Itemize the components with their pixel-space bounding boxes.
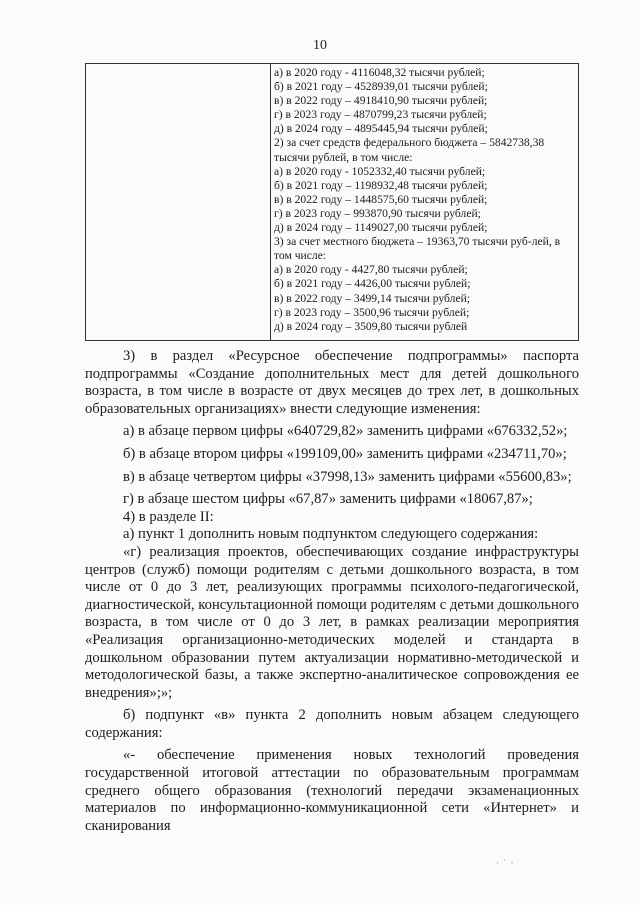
table-column-divider [270,64,271,340]
table-line: а) в 2020 году - 4116048,32 тысячи рублей; [274,66,485,79]
table-line: г) в 2023 году – 3500,96 тысячи рублей; [274,305,470,319]
table-line: 2) за счет средств федерального бюджета – 5842738,38 тысячи рублей, в том числе: [274,136,545,164]
paragraph: б) в абзаце втором цифры «199109,00» заменить цифрами «234711,70»; [123,445,567,462]
table-line: г) в 2023 году – 4870799,23 тысячи рублей; [274,108,487,122]
paragraph: в) в абзаце четвертом цифры «37998,13» заменить цифрами «55600,83»; [123,468,572,485]
table-right-cell [274,66,578,334]
table-line: в) в 2022 году – 1448575,60 тысячи рублей; [274,192,488,206]
paragraph: «- обеспечение применения новых технологий проведения государственной итоговой аттестации по образовательным программам среднего общего образования (технологий передачи экзаменационных материалов по информационно-коммуникационной сети «Интернет» и сканирования [85,747,579,834]
paragraph: б) подпункт «в» пункта 2 дополнить новым абзацем следующего содержания: [85,707,579,741]
table-line: д) в 2024 году – 4895445,94 тысячи рублей; [274,122,488,136]
table-line: в) в 2022 году – 3499,14 тысячи рублей; [274,291,471,305]
table-line: г) в 2023 году – 993870,90 тысячи рублей; [274,206,481,220]
table-line: а) в 2020 году - 4427,80 тысячи рублей; [274,263,468,277]
table-line: д) в 2024 году – 3509,80 тысячи рублей [274,319,468,333]
paragraph: а) в абзаце первом цифры «640729,82» заменить цифрами «676332,52»; [123,423,568,440]
table-line: б) в 2021 году – 4426,00 тысячи рублей; [274,277,471,291]
document-body [85,348,579,835]
paragraph: «г) реализация проектов, обеспечивающих создание инфраструктуры центров (служб) помощи родителям с детьми дошкольного возраста, в том числе от 0 до 3 лет, реализующих программы психолого-педагогической, диагностической, консультационной помощи родителям с детьми дошкольного возраста, в том числе от 0 до 3 лет, в рамках реализации мероприятия «Реализация организационно-методических моделей и стандарта в дошкольном образовании путем актуализации нормативно-методической и методологической базы, а также экспертно-аналитическое сопровождения ее внедрения»;»; [85,543,579,701]
table-line: а) в 2020 году - 1052332,40 тысячи рублей; [274,164,486,178]
funding-table [85,63,579,341]
paragraph: 3) в раздел «Ресурсное обеспечение подпрограммы» паспорта подпрограммы «Создание дополнительных мест для детей дошкольного возраста, в том числе в возрасте от двух месяцев до трех лет, в дошкольных образовательных организациях» внести следующие изменения: [85,348,579,417]
scan-artifact: · ˙ · [496,858,515,868]
page-number: 10 [313,38,327,53]
table-line: 3) за счет местного бюджета – 19363,70 тысячи руб-лей, в том числе: [274,235,561,263]
table-line: б) в 2021 году – 1198932,48 тысячи рублей; [274,178,488,192]
paragraph: а) пункт 1 дополнить новым подпунктом следующего содержания: [123,526,539,543]
table-line: б) в 2021 году – 4528939,01 тысячи рублей; [274,80,488,94]
paragraph: г) в абзаце шестом цифры «67,87» заменить цифрами «18067,87»; [123,491,533,508]
table-line: д) в 2024 году – 1149027,00 тысячи рублей; [274,221,488,235]
paragraph: 4) в разделе II: [123,508,214,525]
table-line: в) в 2022 году – 4918410,90 тысячи рублей; [274,94,488,108]
